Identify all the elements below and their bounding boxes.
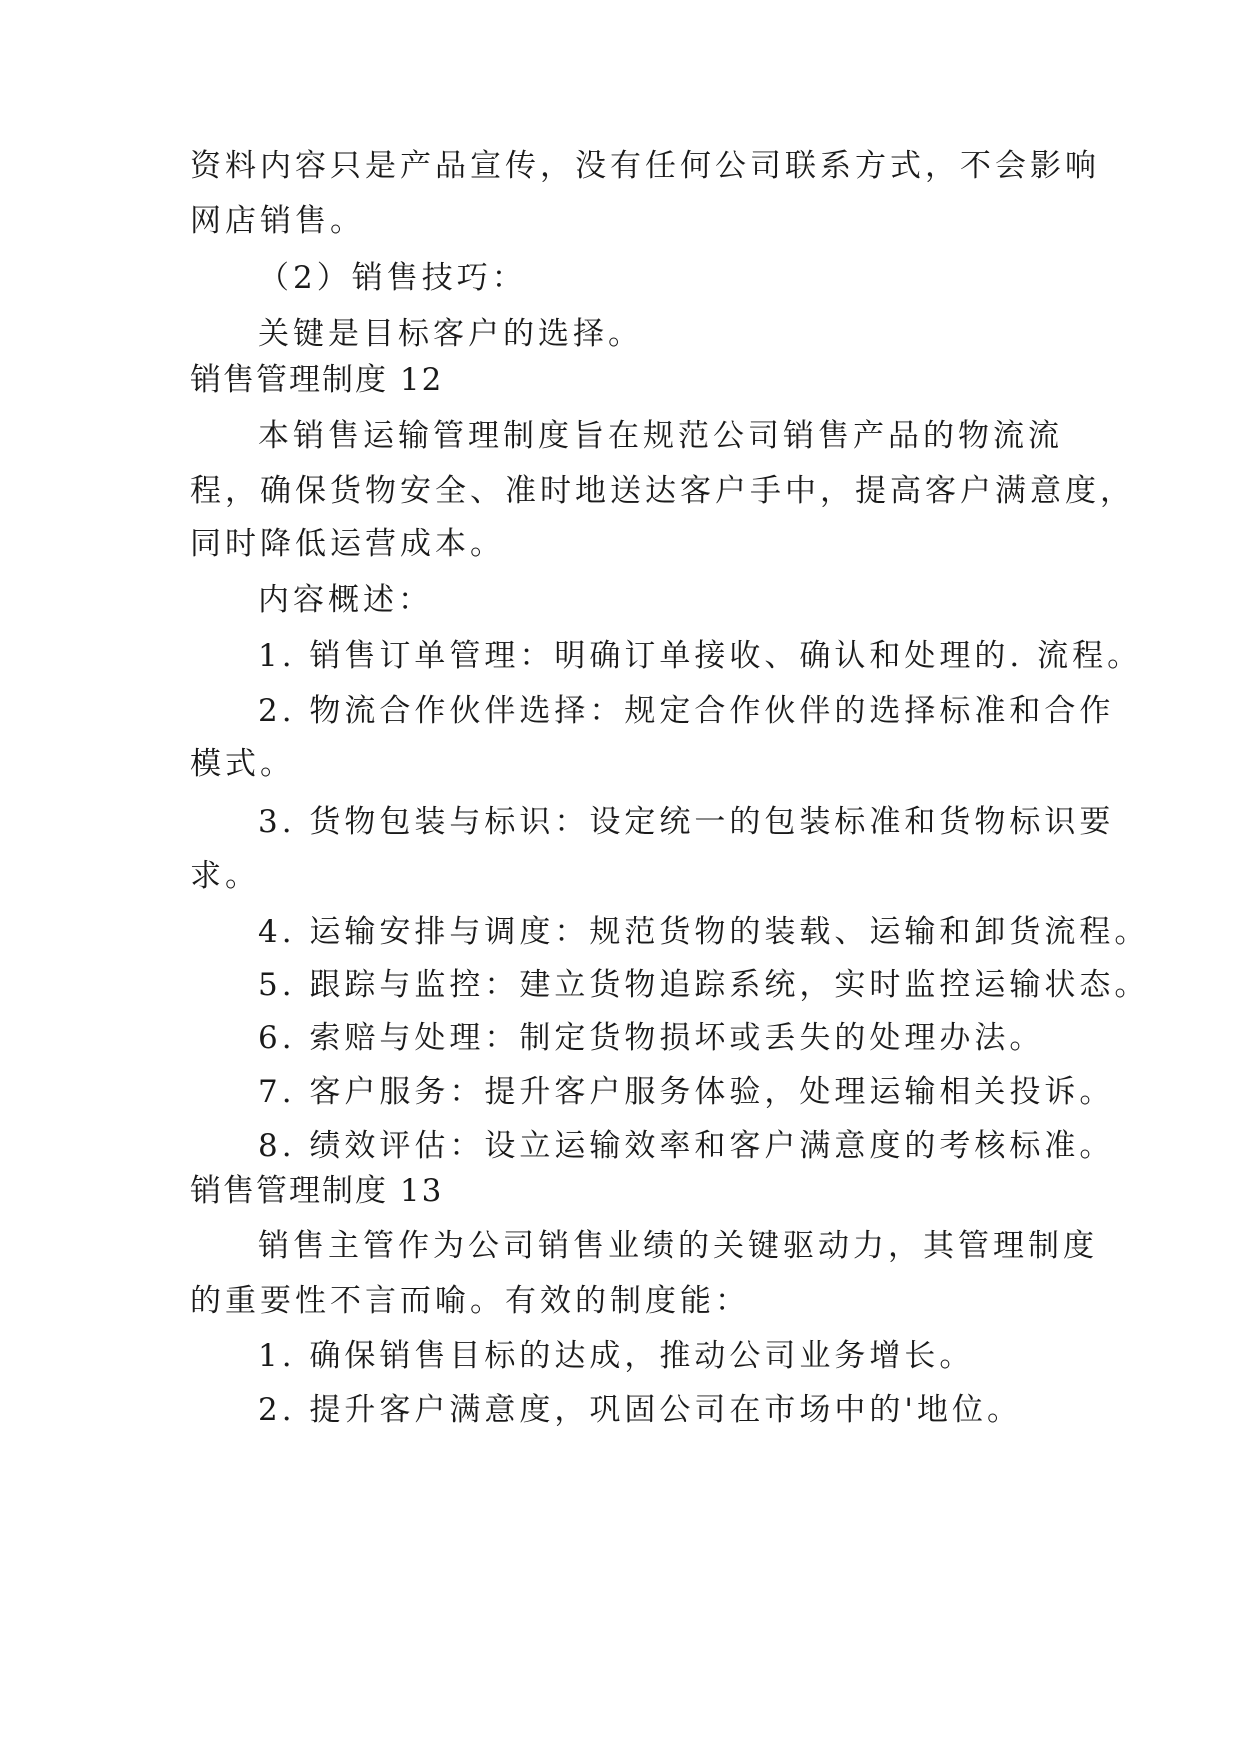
list-item: 3. 货物包装与标识：设定统一的包装标准和货物标识要 — [258, 804, 1115, 840]
list-item: 5. 跟踪与监控：建立货物追踪系统，实时监控运输状态。 — [258, 967, 1150, 1003]
paragraph-line: 销售主管作为公司销售业绩的关键驱动力，其管理制度 — [258, 1228, 1098, 1264]
paragraph-line: 程，确保货物安全、准时地送达客户手中，提高客户满意度， — [190, 473, 1135, 509]
paragraph-line: 关键是目标客户的选择。 — [258, 316, 643, 352]
subheading: （2）销售技巧： — [258, 260, 527, 296]
list-item: 7. 客户服务：提升客户服务体验，处理运输相关投诉。 — [258, 1074, 1115, 1110]
list-item: 1. 销售订单管理：明确订单接收、确认和处理的. 流程。 — [258, 638, 1143, 674]
section-title-13: 销售管理制度 13 — [190, 1173, 444, 1209]
list-item: 6. 索赔与处理：制定货物损坏或丢失的处理办法。 — [258, 1020, 1045, 1056]
paragraph-line: 的重要性不言而喻。有效的制度能： — [190, 1283, 750, 1319]
paragraph-line: 本销售运输管理制度旨在规范公司销售产品的物流流 — [258, 418, 1063, 454]
list-item: 2. 提升客户满意度，巩固公司在市场中的'地位。 — [258, 1392, 1022, 1428]
list-item-continuation: 模式。 — [190, 746, 295, 782]
paragraph-line: 网店销售。 — [190, 203, 365, 239]
section-title-12: 销售管理制度 12 — [190, 362, 444, 398]
paragraph-line: 同时降低运营成本。 — [190, 526, 505, 562]
subheading: 内容概述： — [258, 582, 433, 618]
list-item: 2. 物流合作伙伴选择：规定合作伙伴的选择标准和合作 — [258, 693, 1115, 729]
list-item: 4. 运输安排与调度：规范货物的装载、运输和卸货流程。 — [258, 914, 1150, 950]
paragraph-line: 资料内容只是产品宣传，没有任何公司联系方式，不会影响 — [190, 148, 1100, 184]
list-item-continuation: 求。 — [190, 858, 260, 894]
list-item: 8. 绩效评估：设立运输效率和客户满意度的考核标准。 — [258, 1128, 1115, 1164]
list-item: 1. 确保销售目标的达成，推动公司业务增长。 — [258, 1338, 975, 1374]
